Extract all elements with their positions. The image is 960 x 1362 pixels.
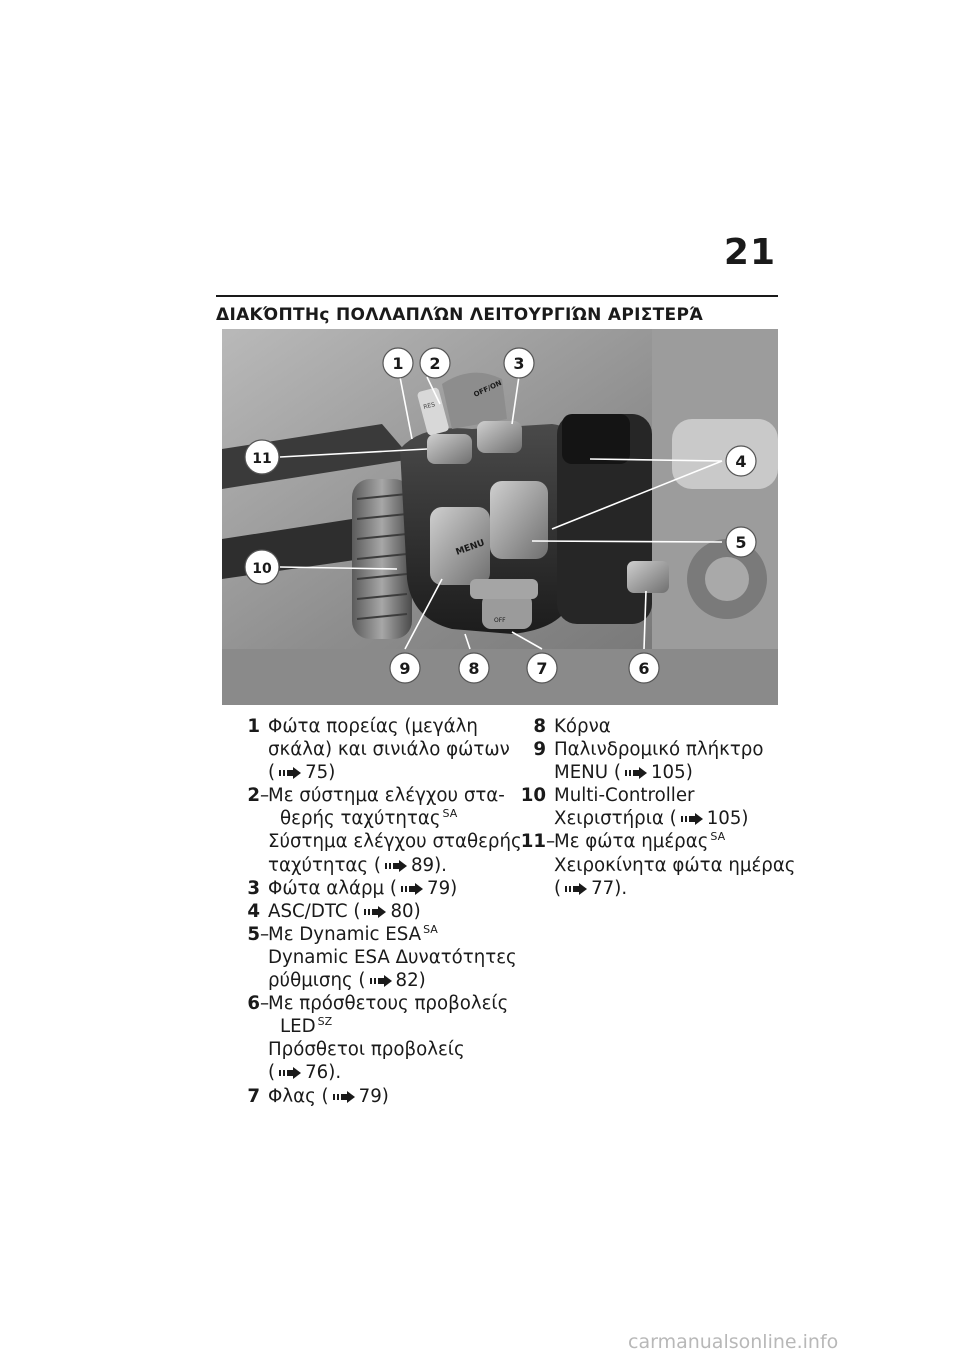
callout-9 bbox=[390, 653, 420, 683]
page-reference[interactable]: 80) bbox=[390, 900, 421, 922]
page-reference[interactable]: 76). bbox=[305, 1062, 342, 1084]
legend-item-3 bbox=[222, 877, 502, 900]
callout-8-label: 8 bbox=[468, 659, 480, 678]
legend-text: Με σύστημα ελέγχου στα- bbox=[268, 785, 505, 807]
res-key-label: RES bbox=[422, 401, 436, 411]
arrow-reference-icon bbox=[279, 1067, 301, 1079]
arrow-reference-icon bbox=[625, 767, 647, 779]
legend-number: 11 bbox=[520, 831, 546, 853]
callout-7 bbox=[527, 653, 557, 683]
legend-text-part: θερής ταχύτητας bbox=[280, 808, 441, 830]
legend-text: Πρόσθετοι προβολείς bbox=[268, 1039, 465, 1061]
callout-3 bbox=[504, 348, 534, 378]
page-reference[interactable]: 79) bbox=[358, 1085, 389, 1107]
legend-dash: – bbox=[260, 923, 270, 945]
arrow-reference-icon bbox=[333, 1091, 355, 1103]
page-reference[interactable]: 75) bbox=[305, 762, 336, 784]
legend-text-part: ( bbox=[268, 1062, 276, 1084]
callout-2-label: 2 bbox=[429, 354, 441, 373]
callout-7-label: 7 bbox=[536, 659, 548, 678]
legend-text: σκάλα) και σινιάλο φώτων bbox=[268, 739, 510, 761]
legend-text-part: LED bbox=[280, 1016, 316, 1038]
page-reference[interactable]: 79) bbox=[427, 877, 458, 899]
option-superscript: SA bbox=[423, 922, 438, 936]
legend-text bbox=[554, 830, 778, 853]
legend-text-part: ρύθμισης ( bbox=[268, 970, 366, 992]
page-reference[interactable]: 82) bbox=[395, 970, 426, 992]
legend-item-1 bbox=[222, 715, 510, 784]
legend-item-2 bbox=[222, 784, 522, 876]
legend-text bbox=[554, 761, 778, 784]
legend-text bbox=[268, 1085, 502, 1108]
legend-number: 10 bbox=[520, 785, 546, 807]
legend-text-part: MENU ( bbox=[554, 762, 621, 784]
page-reference[interactable]: 77). bbox=[591, 877, 628, 899]
callout-1-label: 1 bbox=[392, 354, 404, 373]
callout-6-label: 6 bbox=[638, 659, 650, 678]
callout-6 bbox=[629, 653, 659, 683]
arrow-reference-icon bbox=[565, 883, 587, 895]
legend-text bbox=[268, 923, 502, 946]
legend-number: 7 bbox=[247, 1085, 260, 1107]
arrow-reference-icon bbox=[370, 975, 392, 987]
legend-item-4 bbox=[222, 900, 502, 923]
title-rule bbox=[216, 295, 778, 297]
legend-item-11 bbox=[508, 830, 796, 899]
legend-text bbox=[268, 1015, 502, 1038]
legend-text: Multi-Controller bbox=[554, 785, 695, 807]
legend-text bbox=[554, 877, 778, 900]
callout-3-label: 3 bbox=[513, 354, 525, 373]
legend-text: Dynamic ESA Δυνατότητες bbox=[268, 946, 517, 968]
legend-text bbox=[268, 877, 502, 900]
callout-10-label: 10 bbox=[252, 561, 272, 577]
legend-dash: – bbox=[260, 785, 270, 807]
legend-text-part: Χειριστήρια ( bbox=[554, 808, 677, 830]
arrow-reference-icon bbox=[681, 813, 703, 825]
legend-text: Κόρνα bbox=[554, 716, 611, 737]
legend-number: 2 bbox=[247, 785, 260, 807]
callout-11-label: 11 bbox=[252, 451, 272, 467]
legend-number: 6 bbox=[247, 993, 260, 1015]
legend-text: Με πρόσθετους προβολείς bbox=[268, 993, 509, 1015]
callout-11 bbox=[245, 440, 279, 474]
legend-text bbox=[268, 1061, 502, 1084]
legend-text-part: Φλας ( bbox=[268, 1085, 329, 1107]
callout-4 bbox=[726, 446, 756, 476]
callout-2 bbox=[420, 348, 450, 378]
legend-item-6 bbox=[222, 992, 509, 1084]
legend-text: Παλινδρομικό πλήκτρο bbox=[554, 739, 764, 761]
legend-text: Χειροκίνητα φώτα ημέρας bbox=[554, 854, 796, 876]
callout-1 bbox=[383, 348, 413, 378]
legend-text-part: ( bbox=[268, 762, 276, 784]
legend-right-column bbox=[508, 715, 796, 900]
off-on-key-label: OFF/ON bbox=[472, 378, 503, 399]
legend-text bbox=[268, 854, 502, 877]
legend-text-part: Με φώτα ημέρας bbox=[554, 831, 709, 853]
legend-text: Φώτα πορείας (μεγάλη bbox=[268, 716, 478, 737]
legend-text bbox=[268, 969, 502, 992]
legend-number: 1 bbox=[247, 716, 260, 737]
page-number: 21 bbox=[723, 232, 776, 273]
legend-item-8 bbox=[508, 715, 778, 738]
off-key-label: OFF bbox=[494, 617, 506, 624]
option-superscript: SA bbox=[442, 807, 458, 821]
callout-5 bbox=[726, 527, 756, 557]
callout-4-label: 4 bbox=[735, 452, 747, 471]
legend-item-5 bbox=[222, 922, 517, 992]
option-superscript: SZ bbox=[317, 1015, 333, 1029]
legend-text-part: ταχύτητας ( bbox=[268, 854, 381, 876]
legend-text bbox=[268, 807, 502, 830]
callout-9-label: 9 bbox=[399, 659, 411, 678]
legend-number: 8 bbox=[533, 716, 546, 737]
arrow-reference-icon bbox=[364, 906, 386, 918]
legend-number: 3 bbox=[247, 877, 260, 899]
legend-text-part: Φώτα αλάρμ ( bbox=[268, 877, 397, 899]
legend-left-column bbox=[222, 715, 522, 1108]
legend-text-part: ( bbox=[554, 877, 562, 899]
legend-text bbox=[268, 761, 502, 784]
legend-number: 4 bbox=[247, 900, 260, 922]
legend-text-part: ASC/DTC ( bbox=[268, 900, 361, 922]
legend-item-9 bbox=[508, 738, 778, 784]
legend-text-part: Με Dynamic ESA bbox=[268, 923, 422, 945]
footer-watermark[interactable]: carmanualsonline.info bbox=[628, 1331, 839, 1353]
option-superscript: SA bbox=[710, 830, 726, 844]
arrow-reference-icon bbox=[279, 767, 301, 779]
menu-key-label: MENU bbox=[454, 538, 487, 558]
legend-text: Σύστημα ελέγχου σταθερής bbox=[268, 831, 522, 853]
handlebar-switch-photo bbox=[222, 329, 778, 705]
arrow-reference-icon bbox=[385, 860, 407, 872]
legend-dash: – bbox=[260, 993, 270, 1015]
page-reference[interactable]: 105) bbox=[706, 808, 749, 830]
legend-text bbox=[268, 900, 502, 923]
legend-text bbox=[554, 807, 778, 830]
section-title: ΔΙΑΚΌΠΤΗς ΠΟΛΛΑΠΛΏΝ ΛΕΙΤΟΥΡΓΙΏΝ ΑΡΙΣΤΕΡΆ bbox=[216, 305, 704, 325]
legend-dash: – bbox=[546, 831, 556, 853]
callout-5-label: 5 bbox=[735, 533, 747, 552]
arrow-reference-icon bbox=[401, 883, 423, 895]
legend-item-7 bbox=[222, 1085, 502, 1108]
page-reference[interactable]: 105) bbox=[650, 762, 693, 784]
page-reference[interactable]: 89). bbox=[410, 854, 447, 876]
legend-number: 9 bbox=[533, 739, 546, 761]
callout-10 bbox=[245, 550, 279, 584]
legend-number: 5 bbox=[247, 923, 260, 945]
legend-item-10 bbox=[508, 784, 778, 830]
callout-8 bbox=[459, 653, 489, 683]
